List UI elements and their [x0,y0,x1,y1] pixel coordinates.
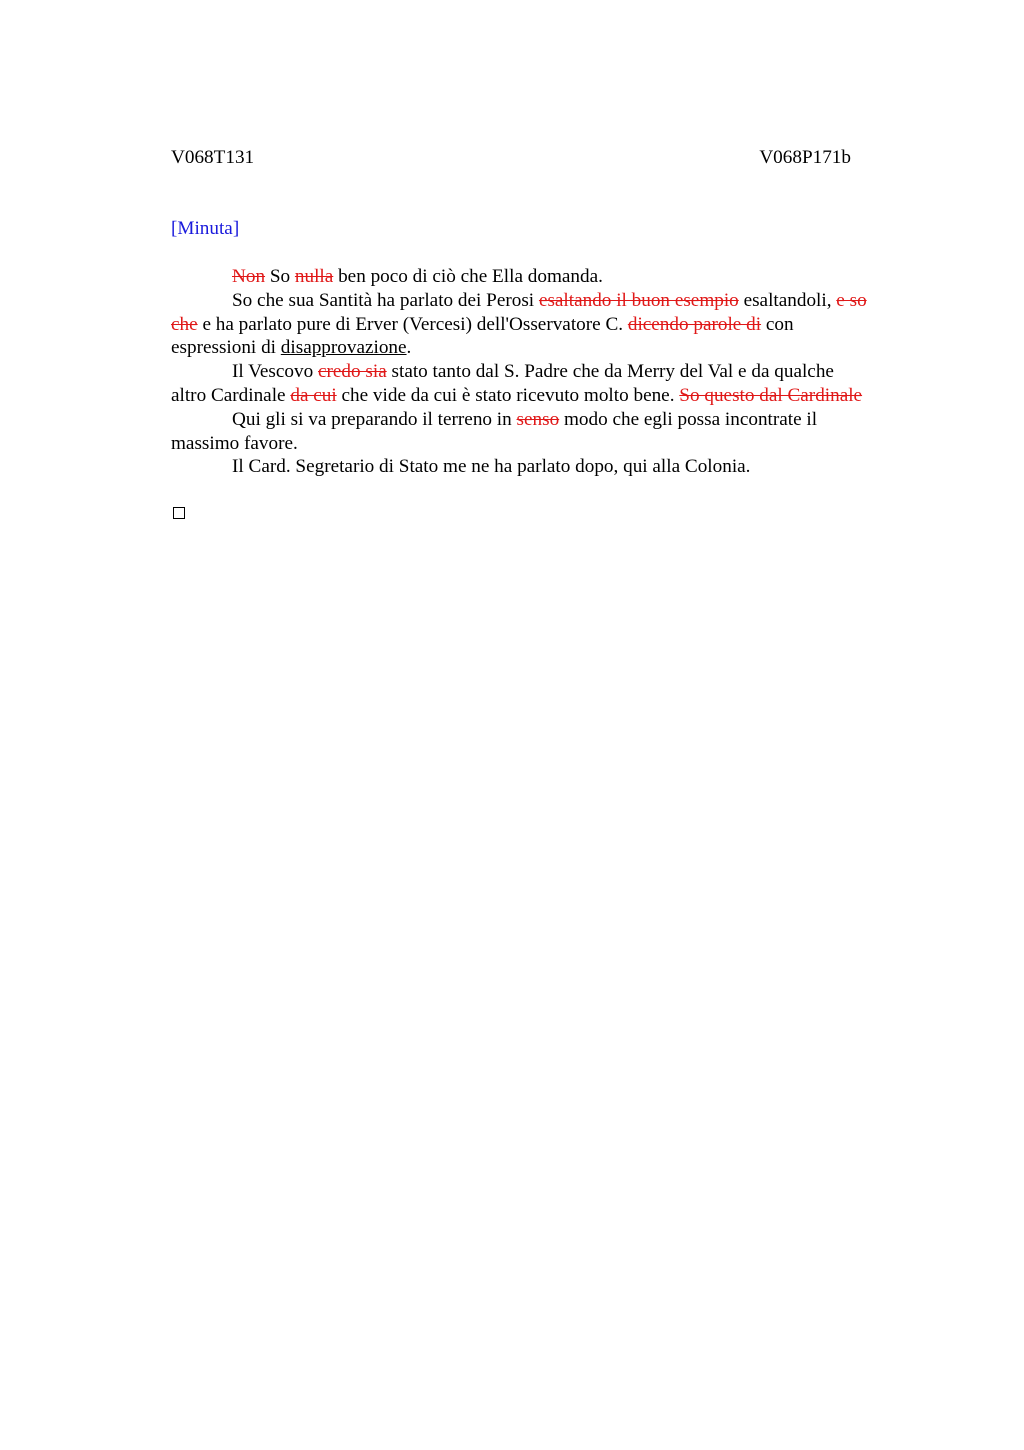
document-header [171,147,851,171]
empty-square-icon [173,507,185,519]
text-run: Il Card. Segretario di Stato me ne ha parlato dopo, qui alla Colonia. [232,456,751,478]
paragraph-3-line-2 [171,384,921,408]
deleted-text: nulla [294,266,334,287]
paragraph-3 [171,360,921,384]
letter-body [171,265,921,479]
deleted-text: da cui [290,384,337,406]
paragraph-5 [171,455,921,479]
paragraph-2-line-2 [171,313,921,337]
deleted-text: senso [516,408,560,430]
text-run: altro Cardinale [171,384,291,406]
underlined-text: disapprovazione [280,337,407,359]
deleted-text: che [171,313,198,335]
text-run: . [406,337,412,359]
paragraph-4 [171,408,921,432]
deleted-text: credo sia [317,361,387,383]
document-code-right: V068P171b [759,147,851,168]
paragraph-1 [171,265,921,289]
text-run: ben poco di ciò che Ella domanda. [333,266,603,287]
paragraph-2 [171,289,921,313]
deleted-text: dicendo parole di [627,313,762,335]
document-code-left: V068T131 [171,147,255,168]
text-run: con [761,313,794,335]
paragraph-2-line-3 [171,336,921,360]
deleted-text: Non [232,266,266,287]
text-run: modo che egli possa incontrate il [559,408,818,430]
deleted-text: So questo dal Cardinale [679,384,863,406]
text-run: e ha parlato pure di Erver (Vercesi) dell'Osservatore C. [197,313,628,335]
text-run: espressioni di [171,337,281,359]
text-run: che vide da cui è stato ricevuto molto bene. [336,384,680,406]
text-run: Qui gli si va preparando il terreno in [232,408,517,430]
text-run: stato tanto dal S. Padre che da Merry del Val e da qualche [386,361,834,383]
text-run: esaltandoli, [738,289,837,311]
text-run: Il Vescovo [232,361,318,383]
text-run: massimo favore. [171,432,298,454]
paragraph-4-line-2 [171,432,921,456]
text-run: So [265,266,295,287]
deleted-text: e so [836,289,867,311]
minuta-label: [Minuta] [171,218,240,239]
text-run: So che sua Santità ha parlato dei Perosi [232,289,539,311]
deleted-text: esaltando il buon esempio [538,289,739,311]
